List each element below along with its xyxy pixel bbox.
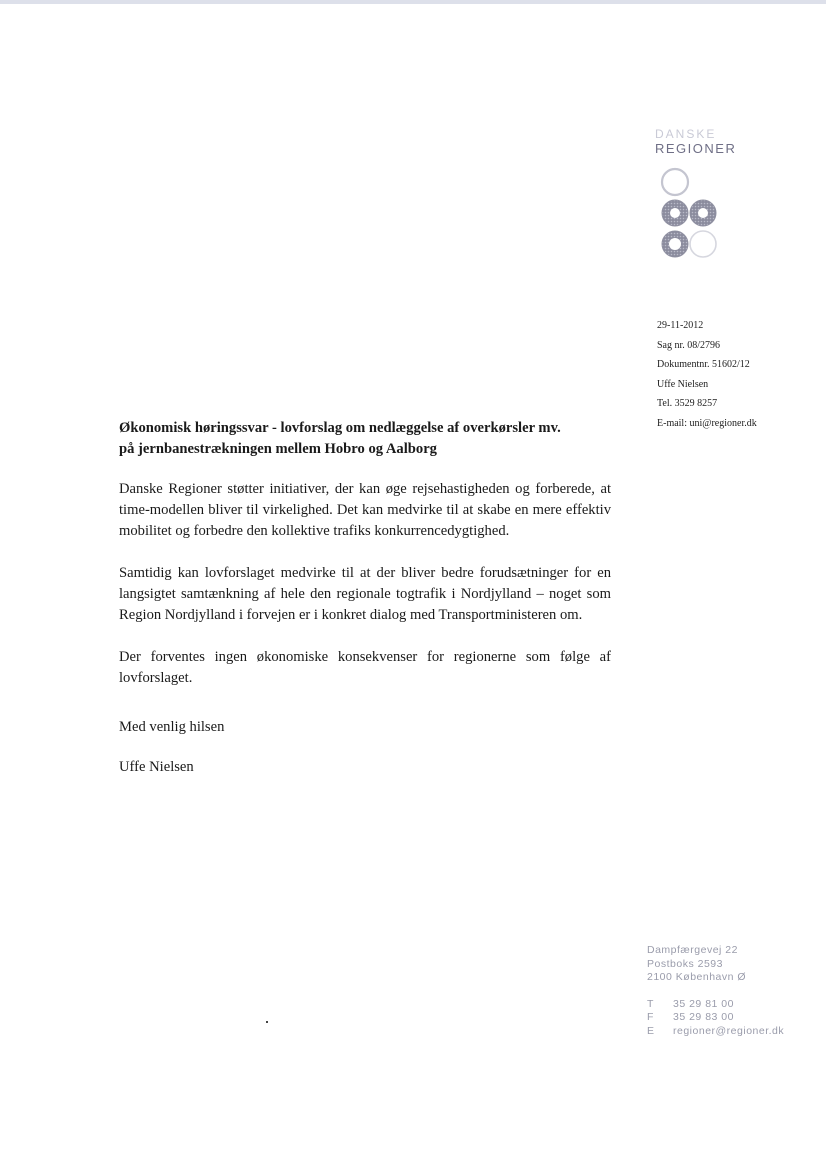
letter-greeting: Med venlig hilsen	[119, 719, 225, 735]
letter-paragraph-2: Samtidig kan lovforslaget medvirke til at der bliver bedre forudsætninger for en langsigtet samtænkning af hele den regionale togtrafik i Nordjylland – noget som Region Nordjylland i forvejen er i konkret dialog med Transportministeren om.	[119, 565, 611, 623]
footer-city: 2100 København Ø	[647, 971, 747, 983]
danske-regioner-logo	[655, 128, 765, 157]
footer-phone-label: T	[647, 997, 654, 1010]
meta-phone: Tel. 3529 8257	[657, 398, 718, 409]
footer-phone: 35 29 81 00	[673, 997, 734, 1010]
footer-email-label: E	[647, 1024, 655, 1037]
logo-circles-icon	[655, 166, 735, 266]
letter-title	[119, 418, 611, 460]
logo-text-regioner: REGIONER	[655, 141, 737, 156]
meta-case-number: Sag nr. 08/2796	[657, 339, 721, 351]
letter-title-line-2: på jernbanestrækningen mellem Hobro og Aalborg	[119, 441, 437, 457]
page-top-edge	[0, 0, 826, 4]
footer-street: Dampfærgevej 22	[647, 944, 738, 956]
meta-document-number: Dokumentnr. 51602/12	[657, 359, 750, 370]
address-footer	[647, 944, 784, 1038]
scan-speck	[266, 1021, 268, 1023]
footer-phone-row	[647, 998, 784, 1012]
letter-meta-block	[657, 316, 757, 433]
footer-pobox: Postboks 2593	[647, 957, 723, 970]
letter-paragraph-1: Danske Regioner støtter initiativer, der kan øge rejsehastigheden og forberede, at time-modellen bliver til virkelighed. Det kan medvirke til at skabe en mere effektiv mobilitet og forbedre den kollektive trafiks konkurrencedygtighed.	[119, 481, 611, 539]
letter-paragraph-3: Der forventes ingen økonomiske konsekvenser for regionerne som følge af lovforslaget.	[119, 649, 611, 686]
letter-title-line-1: Økonomisk høringssvar - lovforslag om nedlæggelse af overkørsler mv.	[119, 420, 561, 436]
footer-fax: 35 29 83 00	[673, 1011, 734, 1023]
footer-email: regioner@regioner.dk	[673, 1024, 785, 1037]
letter-body	[119, 418, 611, 797]
footer-fax-label: F	[647, 1011, 654, 1023]
letter-signature: Uffe Nielsen	[119, 759, 194, 775]
footer-email-row	[647, 1025, 784, 1039]
meta-contact-person: Uffe Nielsen	[657, 378, 709, 390]
footer-fax-row	[647, 1011, 784, 1025]
logo-text-danske: DANSKE	[655, 127, 717, 141]
meta-date: 29-11-2012	[657, 320, 704, 331]
meta-email: E-mail: uni@regioner.dk	[657, 417, 757, 429]
